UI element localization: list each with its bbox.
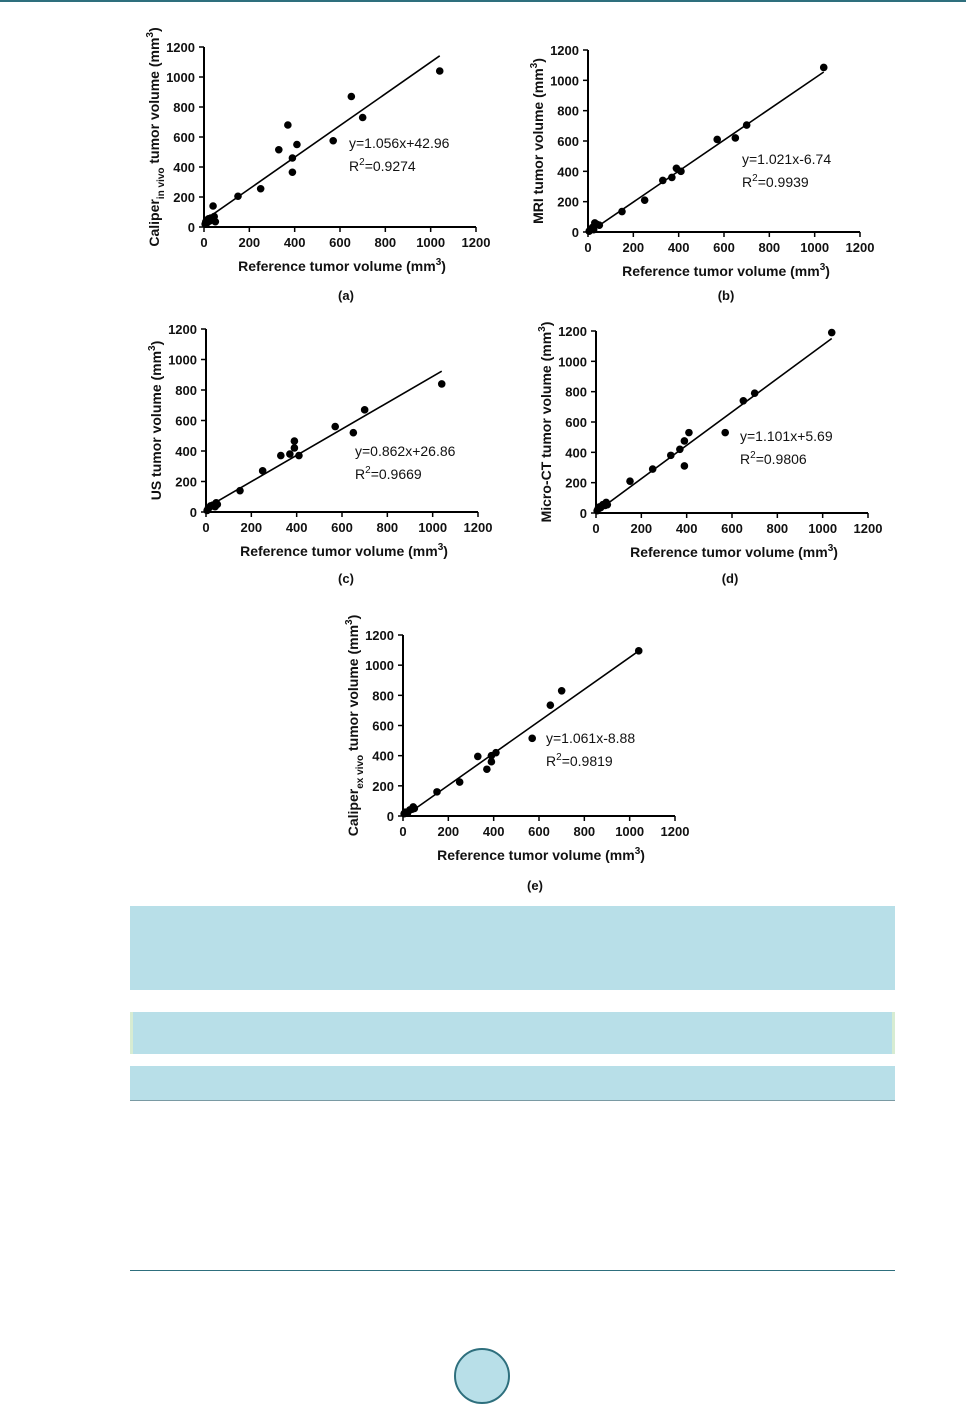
x-tick-label: 400 — [667, 240, 690, 255]
x-tick-label: 1000 — [418, 520, 448, 535]
x-axis-title: Reference tumor volume $(mm^3)$ — [240, 542, 448, 559]
x-tick-label: 600 — [721, 521, 743, 536]
y-tick-label: 1000 — [365, 658, 394, 674]
y-tick-label: 200 — [175, 474, 197, 490]
data-point — [740, 397, 748, 405]
x-tick-label: 600 — [329, 235, 351, 250]
y-axis-title: Caliper$_{in vivo}$ tumor volume $(mm^3)$ — [145, 27, 167, 247]
x-axis-title: Reference tumor volume $(mm^3)$ — [630, 543, 838, 560]
x-tick-label: 1200 — [461, 235, 491, 250]
y-tick-label: 0 — [187, 220, 195, 235]
table-header-band — [130, 1066, 895, 1101]
data-point — [433, 788, 441, 796]
data-point — [828, 329, 836, 337]
data-point — [732, 134, 740, 142]
x-tick-label: 200 — [240, 520, 263, 535]
x-tick-label: 600 — [528, 824, 550, 839]
data-point — [820, 64, 828, 72]
caption-band — [130, 906, 895, 990]
y-tick-label: 0 — [189, 505, 197, 520]
data-point — [668, 174, 676, 182]
data-point — [528, 735, 536, 743]
x-tick-label: 400 — [283, 235, 306, 250]
y-tick-label: 0 — [386, 809, 394, 824]
y-tick-label: 400 — [173, 160, 195, 175]
chart-d — [0, 310, 966, 600]
regression-equation: y=0.862x+26.86 — [355, 443, 456, 459]
data-point — [547, 701, 555, 709]
x-tick-label: 400 — [675, 521, 698, 536]
regression-equation: y=1.101x+5.69 — [740, 428, 833, 444]
data-point — [681, 437, 689, 445]
r-squared-label: $R^2=0.9819$ — [546, 752, 613, 769]
y-tick-label: 1000 — [550, 73, 579, 89]
x-tick-label: 1000 — [615, 824, 645, 839]
y-tick-label: 400 — [372, 748, 394, 764]
x-tick-label: 400 — [285, 520, 308, 535]
y-tick-label: 0 — [571, 225, 579, 240]
y-tick-label: 400 — [565, 445, 587, 461]
y-tick-label: 200 — [565, 475, 587, 491]
regression-equation: y=1.021x-6.74 — [742, 151, 832, 167]
data-point — [626, 477, 634, 485]
y-axis-title: Caliper$_{ex vivo}$ tumor volume $(mm^3)$ — [344, 614, 366, 837]
x-tick-label: 0 — [200, 235, 208, 250]
y-tick-label: 200 — [173, 190, 195, 205]
x-tick-label: 1200 — [845, 240, 875, 255]
r-squared-label: $R^2=0.9274$ — [349, 157, 416, 174]
data-point — [659, 177, 667, 185]
x-tick-label: 1000 — [808, 521, 838, 536]
data-point — [681, 462, 689, 470]
data-point — [456, 778, 464, 786]
x-tick-label: 800 — [376, 520, 399, 535]
chart-b — [0, 0, 966, 310]
x-tick-label: 0 — [399, 824, 407, 839]
data-point — [483, 765, 491, 773]
panel-label: (a) — [338, 288, 354, 303]
y-tick-label: 1000 — [168, 352, 197, 368]
y-tick-label: 1200 — [365, 628, 394, 643]
x-tick-label: 800 — [374, 235, 397, 250]
data-point — [676, 446, 684, 454]
data-point — [488, 758, 496, 766]
y-tick-label: 200 — [557, 194, 579, 210]
x-axis-title: Reference tumor volume $(mm^3)$ — [622, 262, 830, 279]
r-squared-label: $R^2=0.9806$ — [740, 450, 807, 467]
y-tick-label: 1200 — [550, 43, 579, 58]
panel-label: (b) — [717, 288, 735, 303]
chart-e — [0, 600, 966, 900]
data-point — [667, 452, 675, 460]
x-tick-label: 0 — [584, 240, 592, 255]
r-squared-label: $R^2=0.9669$ — [355, 465, 422, 482]
panel-label: (e) — [527, 878, 543, 893]
page-number-badge — [454, 1348, 510, 1404]
y-tick-label: 0 — [579, 506, 587, 521]
data-point — [743, 121, 751, 129]
y-tick-label: 800 — [173, 100, 195, 115]
data-point — [649, 465, 657, 473]
x-tick-label: 1000 — [416, 235, 446, 250]
data-point — [677, 168, 685, 176]
y-tick-label: 800 — [557, 103, 579, 119]
y-axis-title: US tumor volume $(mm^3)$ — [147, 340, 164, 501]
x-tick-label: 0 — [202, 520, 210, 535]
table-caption-band — [130, 1012, 895, 1054]
x-tick-label: 400 — [482, 824, 505, 839]
x-tick-label: 0 — [592, 521, 600, 536]
regression-equation: y=1.056x+42.96 — [349, 135, 450, 151]
regression-line — [596, 338, 832, 512]
r-squared-label: $R^2=0.9939$ — [742, 173, 809, 190]
x-tick-label: 1200 — [660, 824, 690, 839]
y-tick-label: 1200 — [558, 324, 587, 339]
y-axis-title: MRI tumor volume $(mm^3)$ — [529, 58, 546, 224]
x-axis-title: Reference tumor volume $(mm^3)$ — [437, 846, 645, 863]
regression-equation: y=1.061x-8.88 — [546, 730, 636, 746]
y-tick-label: 800 — [175, 383, 197, 398]
y-tick-label: 600 — [372, 718, 394, 734]
y-tick-label: 800 — [565, 384, 587, 400]
x-tick-label: 200 — [437, 824, 460, 839]
x-tick-label: 1000 — [800, 240, 830, 255]
y-tick-label: 600 — [175, 413, 197, 429]
x-tick-label: 800 — [573, 824, 596, 839]
y-tick-label: 600 — [173, 130, 195, 145]
y-tick-label: 600 — [565, 415, 587, 430]
data-point — [492, 749, 500, 757]
y-tick-label: 1000 — [166, 70, 195, 85]
x-tick-label: 200 — [238, 235, 261, 250]
table-bottom-rule — [130, 1270, 895, 1271]
y-tick-label: 400 — [175, 444, 197, 459]
x-tick-label: 600 — [713, 240, 735, 255]
panel-label: (d) — [721, 571, 739, 586]
data-point — [558, 687, 566, 695]
x-tick-label: 800 — [766, 521, 789, 536]
y-axis-title: Micro-CT tumor volume $(mm^3)$ — [537, 321, 554, 523]
data-point — [713, 136, 721, 144]
x-tick-label: 1200 — [853, 521, 883, 536]
data-point — [751, 389, 759, 397]
y-tick-label: 1200 — [166, 40, 195, 55]
data-point — [641, 196, 649, 204]
x-tick-label: 200 — [622, 240, 645, 255]
data-point — [635, 647, 643, 655]
x-tick-label: 200 — [630, 521, 653, 536]
data-point — [604, 501, 612, 509]
data-point — [411, 805, 419, 813]
x-tick-label: 600 — [331, 520, 353, 535]
y-tick-label: 1200 — [168, 322, 197, 337]
y-tick-label: 200 — [372, 778, 394, 794]
data-point — [596, 221, 604, 229]
y-tick-label: 800 — [372, 688, 394, 704]
y-tick-label: 400 — [557, 164, 579, 180]
data-point — [721, 429, 729, 437]
x-tick-label: 1200 — [463, 520, 493, 535]
y-tick-label: 1000 — [558, 354, 587, 370]
data-point — [618, 208, 626, 216]
data-point — [685, 429, 693, 437]
x-tick-label: 800 — [758, 240, 781, 255]
panel-label: (c) — [338, 571, 354, 586]
x-axis-title: Reference tumor volume $(mm^3)$ — [238, 257, 446, 274]
y-tick-label: 600 — [557, 134, 579, 149]
data-point — [474, 753, 482, 761]
